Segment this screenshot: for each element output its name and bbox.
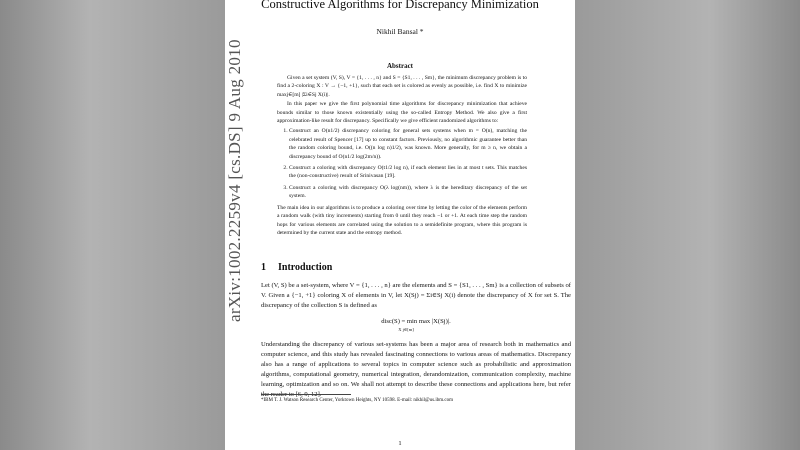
equation-subscript: X j∈[m] <box>398 327 414 332</box>
abstract-paragraph: In this paper we give the first polynomial time algorithms for discrepancy minimization that achieve bounds similar to those known existentially using the so-called Entropy Method. We also give a first approximation-like result for discrepancy. Specifically we give efficient randomized algorithms to: <box>277 101 527 125</box>
section-title: Introduction <box>278 262 333 273</box>
equation-main: disc(S) = min max |X(Sj)|. <box>381 318 451 325</box>
author-name: Nikhil Bansal * <box>376 27 424 36</box>
arxiv-stamp: arXiv:1002.2259v4 [cs.DS] 9 Aug 2010 <box>225 39 244 322</box>
list-item: 2. Construct a coloring with discrepancy O(t1/2 log n), if each element lies in at most t sets. This matches the (non-constructive) result of Srinivasan [19]. <box>289 164 527 181</box>
section-number: 1 <box>261 262 266 273</box>
paper-page <box>225 0 575 450</box>
section-heading <box>261 262 332 273</box>
abstract-paragraph: The main idea in our algorithms is to produce a coloring over time by letting the color of the elements perform a random walk (with tiny increments) starting from 0 until they reach −1 or +1. At each time step the random hops for various elements are correlated using the solution to a semidefinite program, where this program is determined by the current state and the entropy method. <box>277 204 527 236</box>
paper-title: Constructive Algorithms for Discrepancy Minimization <box>261 0 539 11</box>
background-blur-left <box>0 0 225 450</box>
abstract-body <box>277 74 527 238</box>
list-item: 1. Construct an O(n1/2) discrepancy coloring for general sets systems when m = O(n), matching the celebrated result of Spencer [17] up to constant factors. Previously, no algorithmic guarantee better than the random coloring bound, i.e. O((n log n)1/2), was known. More generally, for m ≥ n, we obtain a discrepancy bound of O(n1/2 log(2m/n)). <box>289 127 527 161</box>
abstract-heading: Abstract <box>386 62 414 70</box>
discrepancy-equation <box>261 317 571 332</box>
contribution-list <box>277 127 527 200</box>
body-paragraph: Understanding the discrepancy of various set-systems has been a major area of research both in mathematics and computer science, and this study has revealed fascinating connections to various areas of mathematics. Discrepancy also has a range of applications to several topics in computer science such as probabilistic and approximation algorithms, computational geometry, numerical integration, derandomization, communication complexity, machine learning, optimization and so on. We shall not attempt to describe these connections and applications here, but refer the reader to [6, 9, 12]. <box>261 341 571 398</box>
body-paragraph: Let (V, S) be a set-system, where V = {1, . . . , n} are the elements and S = {S1, . . . , Sm} is a collection of subsets of V. Given a {−1, +1} coloring X of elements in V, let X(Sj) = Σi∈Sj X(i) denote the discrepancy of X for set S. The discrepancy of the collection S is defined as <box>261 282 571 309</box>
section-body <box>261 281 571 400</box>
footnote-rule <box>261 394 351 395</box>
footnote: *IBM T. J. Watson Research Center, Yorktown Heights, NY 10598. E-mail: nikhil@us.ibm.com <box>261 398 453 403</box>
list-item: 3. Construct a coloring with discrepancy O(λ log(nm)), where λ is the hereditary discrepancy of the set system. <box>289 184 527 201</box>
page-number: 1 <box>398 440 402 447</box>
background-blur-right <box>575 0 800 450</box>
abstract-paragraph: Given a set system (V, S), V = {1, . . . , n} and S = {S1, . . . , Sm}, the minimum discrepancy problem is to find a 2-coloring X : V → {−1, +1}, such that each set is colored as evenly as possible, i.e. find X to minimize maxj∈[m] |Σi∈Sj X(i)|. <box>277 75 527 98</box>
